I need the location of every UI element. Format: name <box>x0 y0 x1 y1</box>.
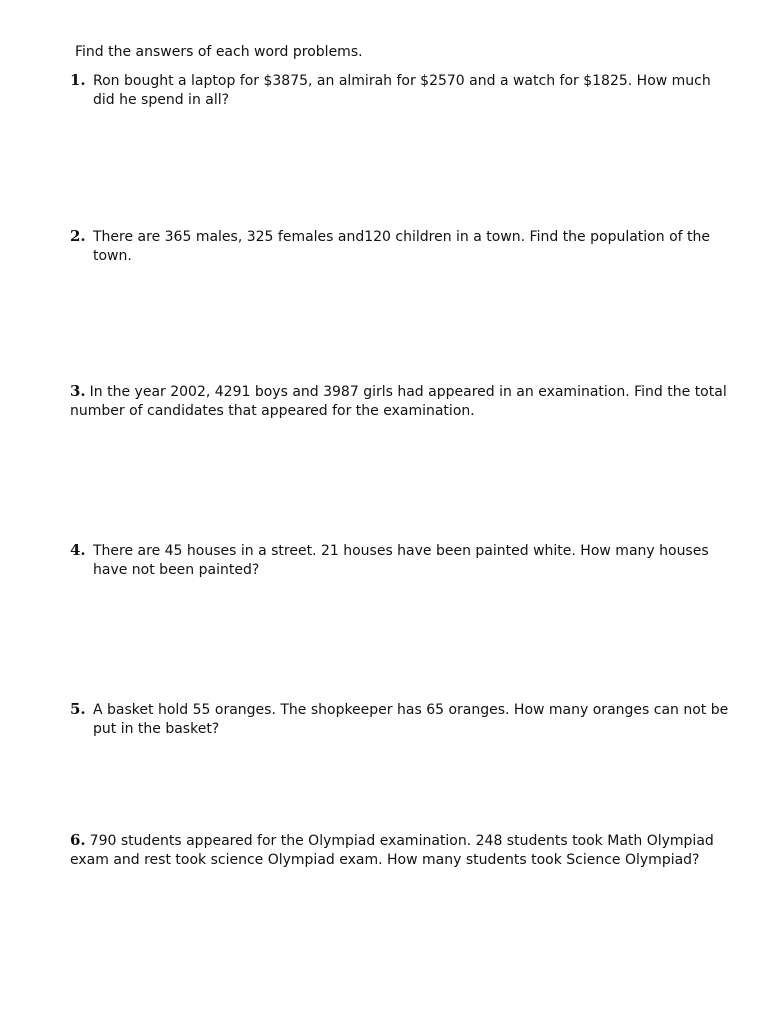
problem-number: 5. <box>70 700 86 718</box>
worksheet-instructions: Find the answers of each word problems. <box>75 44 363 60</box>
problem-text: 790 students appeared for the Olympiad examination. 248 students took Math Olympiad exam and rest took science Olympiad exam. How many students took Science Olympiad? <box>70 833 714 868</box>
problem-number: 1. <box>70 71 86 89</box>
problem-text: There are 45 houses in a street. 21 houses have been painted white. How many houses have not been painted? <box>93 543 709 578</box>
problem-text: A basket hold 55 oranges. The shopkeeper has 65 oranges. How many oranges can not be put in the basket? <box>93 702 729 737</box>
problem-text: In the year 2002, 4291 boys and 3987 girls had appeared in an examination. Find the total number of candidates that appeared for the examination. <box>70 384 727 419</box>
problem-4 <box>70 541 733 579</box>
problem-number: 4. <box>70 541 86 559</box>
problem-number: 2. <box>70 227 86 245</box>
problem-number: 6. <box>70 831 86 849</box>
problem-6 <box>70 831 730 869</box>
problem-text: Ron bought a laptop for $3875, an almirah for $2570 and a watch for $1825. How much did he spend in all? <box>93 73 711 108</box>
problem-1 <box>70 71 733 109</box>
problem-number: 3. <box>70 382 86 400</box>
problem-text: There are 365 males, 325 females and120 children in a town. Find the population of the town. <box>93 229 710 264</box>
problem-3 <box>70 382 730 420</box>
problem-5 <box>70 700 733 738</box>
problem-2 <box>70 227 733 265</box>
